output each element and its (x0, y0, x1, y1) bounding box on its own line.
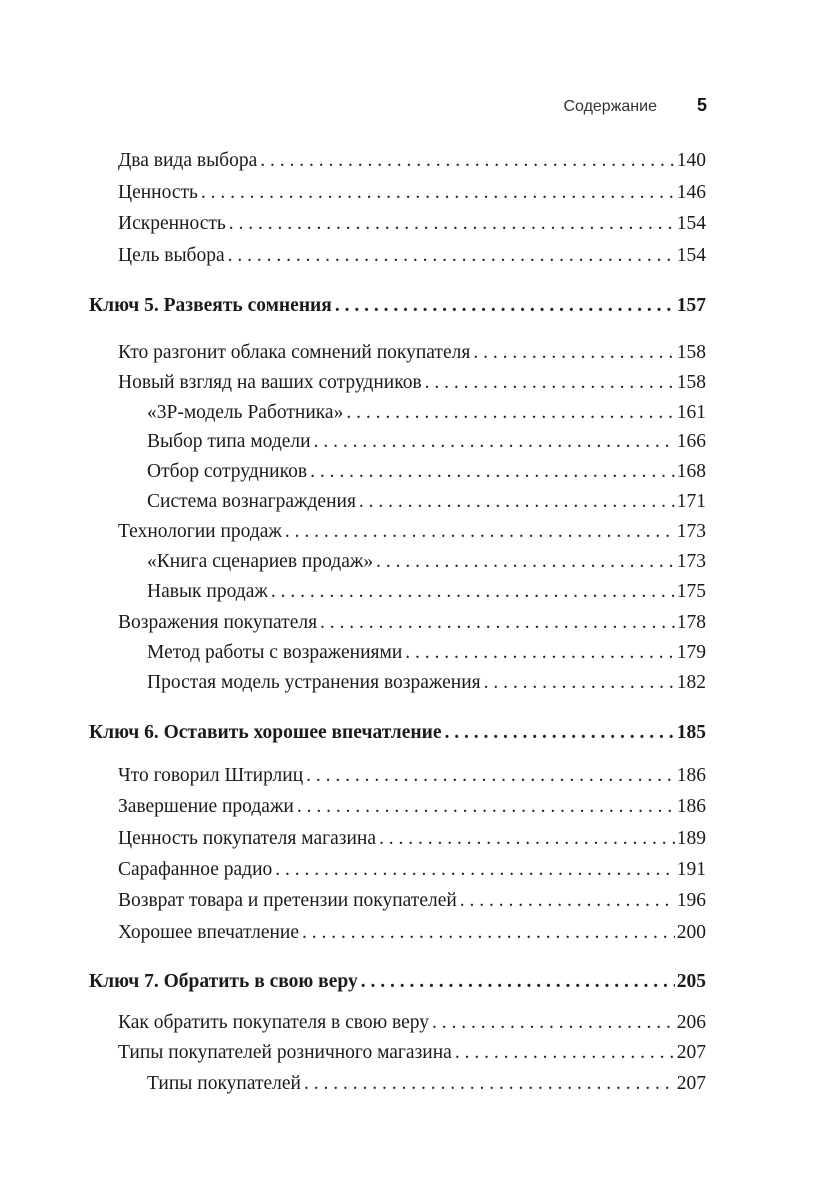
toc-entry (118, 857, 706, 883)
toc-entry-title: Ценность (118, 182, 198, 203)
toc-entry (147, 400, 706, 426)
toc-entry-title: Возврат товара и претензии покупателей (118, 890, 457, 911)
page-number: 5 (696, 95, 707, 115)
dot-leader (260, 148, 674, 174)
dot-leader (297, 794, 675, 820)
toc-entry-title: Выбор типа модели (147, 431, 311, 452)
toc-entry-page: 158 (676, 372, 706, 393)
toc-entry-page: 158 (676, 342, 706, 363)
toc-chapter (89, 720, 706, 746)
dot-leader (228, 243, 675, 269)
dot-leader (335, 293, 675, 319)
toc-entry (118, 519, 706, 545)
toc-entry-page: 186 (676, 796, 706, 817)
toc-entry-page: 182 (676, 672, 706, 693)
dot-leader (445, 720, 675, 746)
toc-entry-page: 146 (676, 182, 706, 203)
dot-leader (405, 640, 674, 666)
toc-entry-title: Возражения покупателя (118, 612, 318, 633)
toc-entry (118, 1010, 706, 1036)
toc-entry-page: 168 (676, 461, 706, 482)
toc-entry (118, 180, 706, 206)
running-title: Содержание (563, 98, 657, 115)
dot-leader (320, 610, 675, 636)
toc-entry (118, 148, 706, 174)
toc-entry-page: 154 (676, 245, 706, 266)
toc-entry-page: 191 (676, 859, 706, 880)
toc-entry-title: Ключ 5. Развеять сомнения (89, 295, 332, 316)
toc-entry-title: Завершение продажи (118, 796, 294, 817)
toc-entry-title: Типы покупателей розничного магазина (118, 1042, 452, 1063)
dot-leader (275, 857, 674, 883)
dot-leader (455, 1040, 675, 1066)
toc-entry-title: Искренность (118, 213, 226, 234)
toc-entry-page: 140 (676, 150, 706, 171)
toc-entry (118, 243, 706, 269)
toc-entry (118, 826, 706, 852)
toc-entry (147, 670, 706, 696)
toc-entry (147, 1071, 706, 1097)
toc-entry-title: Что говорил Штирлиц (118, 765, 304, 786)
toc-entry (118, 794, 706, 820)
toc-entry-title: Ценность покупателя магазина (118, 828, 377, 849)
dot-leader (460, 888, 675, 914)
toc-entry (118, 888, 706, 914)
toc-entry-title: Метод работы с возражениями (147, 642, 403, 663)
toc-entry-title: Система вознаграждения (147, 491, 356, 512)
toc-entry-title: Кто разгонит облака сомнений покупателя (118, 342, 471, 363)
toc-entry-title: Как обратить покупателя в свою веру (118, 1012, 430, 1033)
toc-entry-page: 185 (676, 722, 706, 743)
toc-entry-title: Цель выбора (118, 245, 225, 266)
dot-leader (359, 489, 675, 515)
toc-entry-page: 173 (676, 521, 706, 542)
toc-entry-title: Отбор сотрудников (147, 461, 308, 482)
toc-entry (147, 429, 706, 455)
toc-chapter (89, 293, 706, 319)
toc-entry-title: Сарафанное радио (118, 859, 273, 880)
toc-entry-page: 179 (676, 642, 706, 663)
toc-entry (147, 579, 706, 605)
toc-entry-title: Ключ 6. Оставить хорошее впечатление (89, 722, 442, 743)
dot-leader (376, 549, 675, 575)
dot-leader (271, 579, 675, 605)
toc-entry-page: 186 (676, 765, 706, 786)
toc-entry-title: Ключ 7. Обратить в свою веру (89, 971, 358, 992)
toc-entry-page: 157 (676, 295, 706, 316)
dot-leader (285, 519, 675, 545)
toc-entry-page: 161 (676, 402, 706, 423)
toc-entry-page: 207 (676, 1073, 706, 1094)
toc-entry-title: Новый взгляд на ваших сотрудников (118, 372, 422, 393)
dot-leader (432, 1010, 675, 1036)
toc-entry-page: 207 (676, 1042, 706, 1063)
dot-leader (379, 826, 675, 852)
dot-leader (302, 920, 675, 946)
toc-entry (118, 610, 706, 636)
dot-leader (310, 459, 675, 485)
toc-entry (118, 763, 706, 789)
toc-entry-page: 175 (676, 581, 706, 602)
toc-entry-title: Хорошее впечатление (118, 922, 300, 943)
toc-entry-page: 166 (676, 431, 706, 452)
toc-entry-title: «Книга сценариев продаж» (147, 551, 374, 572)
toc-entry (118, 1040, 706, 1066)
toc-entry (147, 549, 706, 575)
toc-entry-page: 196 (676, 890, 706, 911)
dot-leader (346, 400, 674, 426)
dot-leader (473, 340, 674, 366)
running-head (563, 95, 707, 123)
dot-leader (304, 1071, 675, 1097)
toc-entry-title: Простая модель устранения возражения (147, 672, 481, 693)
dot-leader (201, 180, 675, 206)
toc-entry-title: Навык продаж (147, 581, 268, 602)
toc-entry (118, 340, 706, 366)
toc-entry (147, 459, 706, 485)
dot-leader (314, 429, 675, 455)
toc-entry-page: 206 (676, 1012, 706, 1033)
toc-entry (118, 370, 706, 396)
toc-entry-page: 200 (676, 922, 706, 943)
toc-entry-page: 178 (676, 612, 706, 633)
dot-leader (229, 211, 675, 237)
toc-entry-page: 205 (676, 971, 706, 992)
toc-entry (147, 489, 706, 515)
toc-entry (147, 640, 706, 666)
dot-leader (425, 370, 675, 396)
toc-entry (118, 211, 706, 237)
toc-entry-page: 171 (676, 491, 706, 512)
toc-entry (118, 920, 706, 946)
toc-entry-page: 173 (676, 551, 706, 572)
toc-chapter (89, 969, 706, 995)
toc-entry-page: 189 (676, 828, 706, 849)
dot-leader (306, 763, 675, 789)
toc-entry-title: «3Р-модель Работника» (147, 402, 344, 423)
dot-leader (361, 969, 675, 995)
dot-leader (484, 670, 675, 696)
toc-entry-title: Технологии продаж (118, 521, 282, 542)
toc-entry-page: 154 (676, 213, 706, 234)
toc-entry-title: Типы покупателей (147, 1073, 301, 1094)
toc-entry-title: Два вида выбора (118, 150, 258, 171)
